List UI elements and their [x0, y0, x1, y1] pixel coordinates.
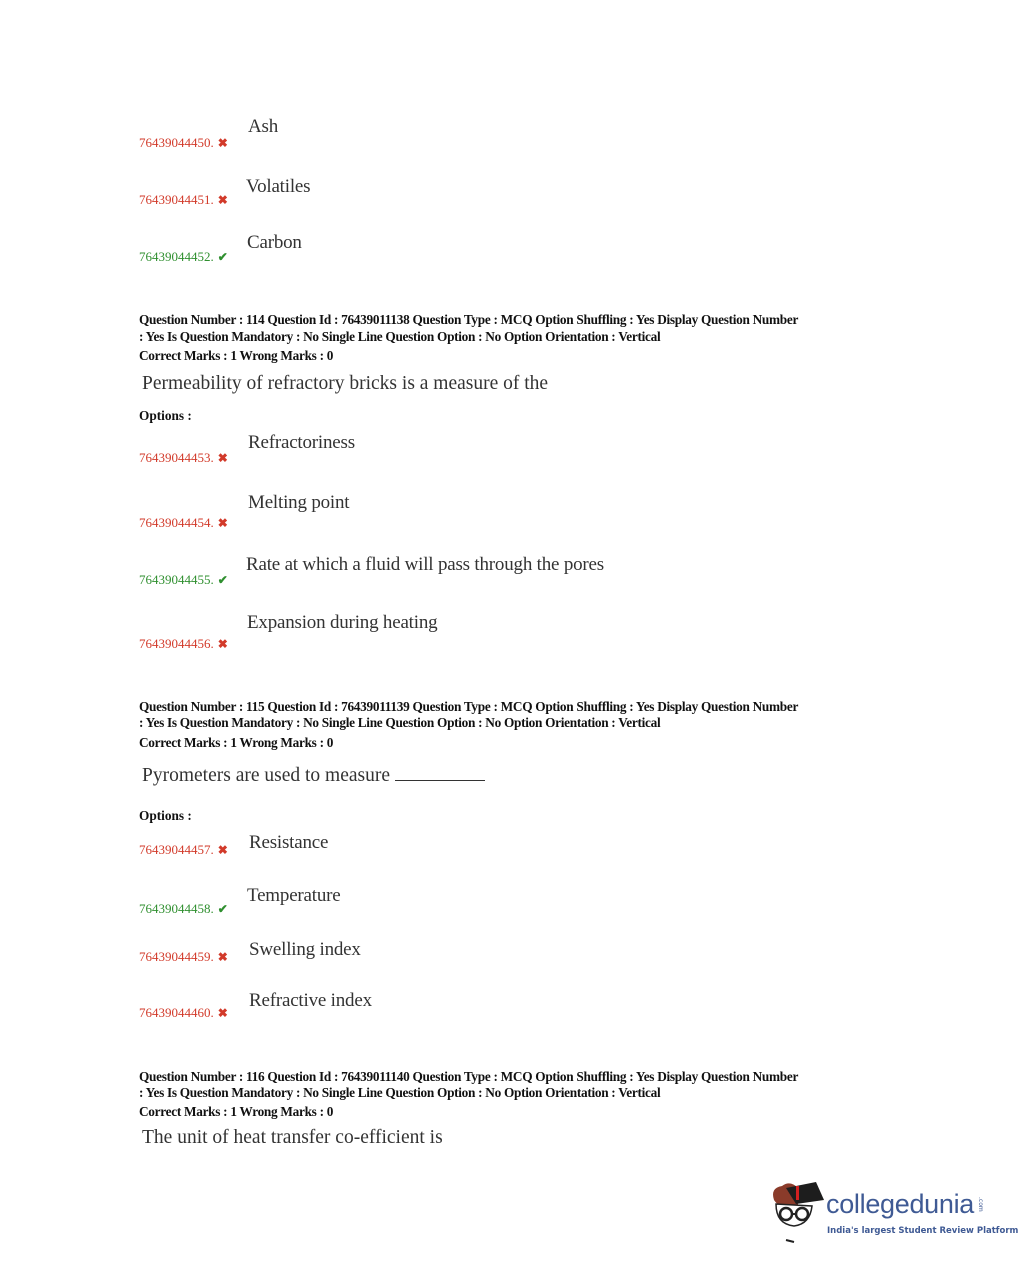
question-header: : Yes Is Question Mandatory : No Single Line Question Option : No Option Orientation : Vertical — [139, 715, 661, 730]
wrong-icon: ✖ — [217, 451, 228, 465]
option-text: Refractoriness — [248, 432, 355, 453]
option-id: 76439044452. ✔ — [139, 249, 228, 264]
option-text: Carbon — [247, 232, 302, 253]
question-header: Question Number : 116 Question Id : 76439011140 Question Type : MCQ Option Shuffling : Yes Display Question Number — [139, 1069, 799, 1084]
option-id: 76439044457. ✖ — [139, 842, 228, 857]
option-text: Swelling index — [249, 939, 361, 960]
logo-tagline: India's largest Student Review Platform — [827, 1226, 1019, 1236]
mascot-icon — [768, 1178, 826, 1248]
option-text: Refractive index — [249, 990, 372, 1011]
option-id: 76439044458. ✔ — [139, 901, 228, 916]
option-id: 76439044460. ✖ — [139, 1005, 228, 1020]
logo-brand: collegedunia — [826, 1189, 975, 1219]
option-id: 76439044459. ✖ — [139, 949, 228, 964]
option-id: 76439044451. ✖ — [139, 192, 228, 207]
option-text: Ash — [248, 116, 279, 137]
collegedunia-logo — [768, 1178, 1018, 1248]
question-header: : Yes Is Question Mandatory : No Single Line Question Option : No Option Orientation : Vertical — [139, 1085, 661, 1100]
option-id: 76439044454. ✖ — [139, 515, 228, 530]
question-text: The unit of heat transfer co-efficient is — [142, 1127, 443, 1148]
option-id: 76439044450. ✖ — [139, 135, 228, 150]
wrong-icon: ✖ — [217, 1006, 228, 1020]
logo-wordmark — [826, 1188, 984, 1220]
option-text: Resistance — [249, 832, 329, 853]
wrong-icon: ✖ — [217, 193, 228, 207]
check-icon: ✔ — [217, 573, 228, 587]
options-label: Options : — [139, 808, 192, 823]
logo-suffix: .com — [977, 1196, 985, 1212]
option-id: 76439044455. ✔ — [139, 572, 228, 587]
check-icon: ✔ — [217, 250, 228, 264]
wrong-icon: ✖ — [217, 516, 228, 530]
question-header: : Yes Is Question Mandatory : No Single Line Question Option : No Option Orientation : Vertical — [139, 329, 661, 344]
question-header: Question Number : 114 Question Id : 76439011138 Question Type : MCQ Option Shuffling : Yes Display Question Number — [139, 312, 799, 327]
check-icon: ✔ — [217, 902, 228, 916]
answer-blank — [395, 766, 485, 781]
question-header: Question Number : 115 Question Id : 76439011139 Question Type : MCQ Option Shuffling : Yes Display Question Number — [139, 699, 799, 714]
option-text: Expansion during heating — [247, 612, 438, 633]
question-marks: Correct Marks : 1 Wrong Marks : 0 — [139, 348, 334, 363]
question-marks: Correct Marks : 1 Wrong Marks : 0 — [139, 1104, 334, 1119]
wrong-icon: ✖ — [217, 136, 228, 150]
option-text: Volatiles — [246, 176, 311, 197]
option-id: 76439044456. ✖ — [139, 636, 228, 651]
wrong-icon: ✖ — [217, 950, 228, 964]
option-text: Melting point — [248, 492, 350, 513]
wrong-icon: ✖ — [217, 843, 228, 857]
wrong-icon: ✖ — [217, 637, 228, 651]
question-text: Pyrometers are used to measure — [142, 764, 485, 788]
options-label: Options : — [139, 408, 192, 423]
option-text: Temperature — [247, 885, 341, 906]
question-text: Permeability of refractory bricks is a measure of the — [142, 373, 549, 394]
option-id: 76439044453. ✖ — [139, 450, 228, 465]
option-text: Rate at which a fluid will pass through the pores — [246, 554, 604, 575]
question-marks: Correct Marks : 1 Wrong Marks : 0 — [139, 735, 334, 750]
